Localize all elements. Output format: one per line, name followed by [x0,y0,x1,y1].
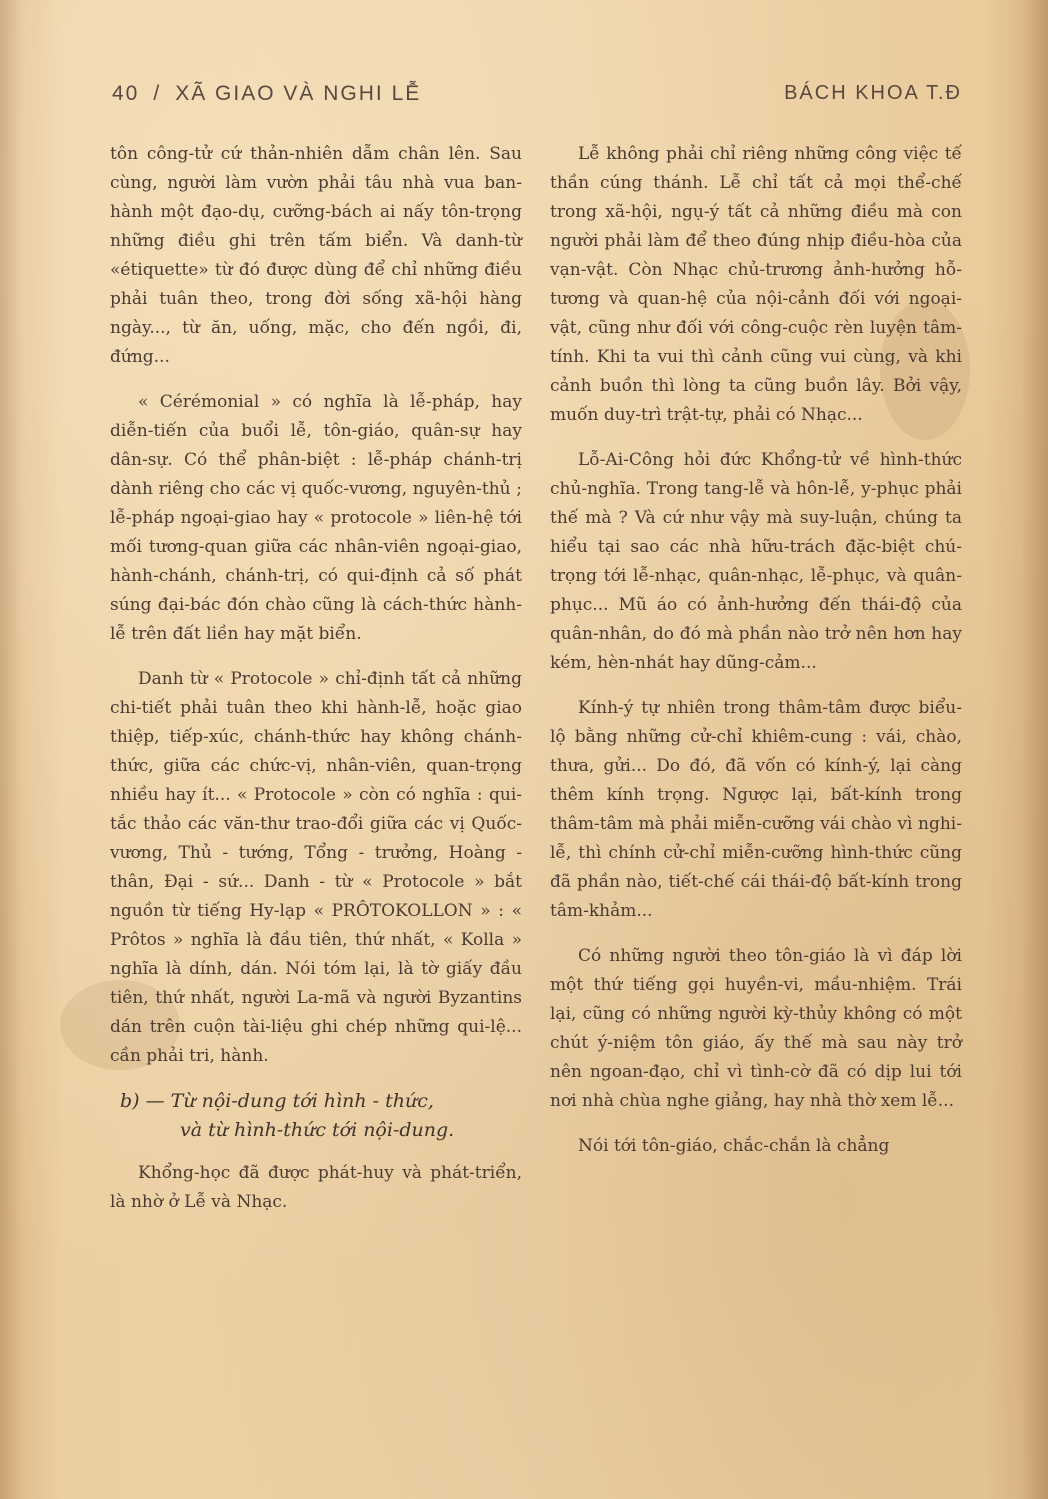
paragraph: Lỗ-Ai-Công hỏi đức Khổng-tử về hình-thức chủ-nghĩa. Trong tang-lễ và hôn-lễ, y-phục phải thế mà ? Và cứ như vậy mà suy-luận, chúng ta hiểu tại sao các nhà hữu-trách đặc-biệt chú-trọng tới lễ-nhạc, quân-nhạc, lễ-phục, và quân-phục... Mũ áo có ảnh-hưởng đến thái-độ của quân-nhân, do đó mà phần nào trở nên hơn hay kém, hèn-nhát hay dũng-cảm... [550,450,962,673]
section-title: XÃ GIAO VÀ NGHI LỄ [175,82,422,105]
header-separator: / [153,82,162,105]
paragraph: Danh từ « Protocole » chỉ-định tất cả những chi-tiết phải tuân theo khi hành-lễ, hoặc giao thiệp, tiếp-xúc, chánh-thức hay không chánh-thức, giữa các chức-vị, nhân-viên, quan-trọng nhiều hay ít... « Protocole » còn có nghĩa : qui-tắc thảo các văn-thư trao-đổi giữa các vị Quốc-vương, Thủ - tướng, Tổng - trưởng, Hoàng - thân, Đại - sứ... Danh - từ « Protocole » bắt nguồn từ tiếng Hy-lạp « PRÔTOKOLLON » : « Prôtos » nghĩa là đầu tiên, thứ nhất, « Kolla » nghĩa là dính, dán. Nói tóm lại, là tờ giấy đầu tiên, thứ nhất, người La-mã và người Byzantins dán trên cuộn tài-liệu ghi chép những qui-lệ... cần phải tri, hành. [110,669,522,1066]
paragraph: Lễ không phải chỉ riêng những công việc tế thần cúng thánh. Lễ chỉ tất cả mọi thể-chế trong xã-hội, ngụ-ý tất cả những điều mà con người phải làm để theo đúng nhịp điều-hòa của vạn-vật. Còn Nhạc chủ-trương ảnh-hưởng hỗ-tương và quan-hệ của nội-cảnh đối với ngoại-vật, cũng như đối với công-cuộc rèn luyện tâm-tính. Khi ta vui thì cảnh cũng vui cùng, và khi cảnh buồn thì lòng ta cũng buồn lây. Bởi vậy, muốn duy-trì trật-tự, phải có Nhạc... [550,144,962,425]
paragraph: Có những người theo tôn-giáo là vì đáp lời một thứ tiếng gọi huyền-vi, mầu-nhiệm. Trái lại, cũng có những người kỳ-thủy không có một chút ý-niệm tôn giáo, ấy thế mà sau này trở nên ngoan-đạo, chỉ vì tình-cờ đã có dịp lui tới nơi nhà chùa nghe giảng, hay nhà thờ xem lễ... [550,946,962,1111]
paragraph: tôn công-tử cứ thản-nhiên dẫm chân lên. Sau cùng, người làm vườn phải tâu nhà vua ban-hành một đạo-dụ, cưỡng-bách ai nấy tôn-trọng những điều ghi trên tấm biển. Và danh-từ «étiquette» từ đó được dùng để chỉ những điều phải tuân theo, trong đời sống xã-hội hàng ngày..., từ ăn, uống, mặc, cho đến ngồi, đi, đứng... [110,144,522,367]
subsection-heading-line: và từ hình-thức tới nội-dung. [180,1119,455,1141]
subsection-heading-line: b) — Từ nội-dung tới hình - thức, [120,1090,434,1112]
right-column [550,140,962,1177]
left-column [110,140,522,1233]
page-edge-shadow-right [1020,0,1048,1499]
paragraph: Nói tới tôn-giáo, chắc-chắn là chẳng [578,1136,890,1156]
running-header [112,82,962,112]
paragraph: Khổng-học đã được phát-huy và phát-triển, là nhờ ở Lễ và Nhạc. [110,1163,522,1212]
paragraph: Kính-ý tự nhiên trong thâm-tâm được biểu-lộ bằng những cử-chỉ khiêm-cung : vái, chào, thưa, gửi... Do đó, đã vốn có kính-ý, lại càng thêm kính trọng. Ngược lại, bất-kính trong thâm-tâm mà phải miễn-cưỡng vái chào vì nghi-lễ, thì chính cử-chỉ miễn-cưỡng hình-thức cũng đã phần nào, tiết-chế cái thái-độ bất-kính trong tâm-khảm... [550,698,962,921]
page-number: 40 [112,82,140,105]
publication-title: BÁCH KHOA T.Đ [784,82,962,104]
header-left [112,82,421,106]
subsection-heading [120,1087,522,1145]
page-edge-shadow-left [0,0,22,1499]
paragraph: « Cérémonial » có nghĩa là lễ-pháp, hay diễn-tiến của buổi lễ, tôn-giáo, quân-sự hay dân-sự. Có thể phân-biệt : lễ-pháp chánh-trị dành riêng cho các vị quốc-vương, nguyên-thủ ; lễ-pháp ngoại-giao hay « protocole » liên-hệ tới mối tương-quan giữa các nhân-viên ngoại-giao, hành-chánh, chánh-trị, có qui-định cả số phát súng đại-bác đón chào cũng là cách-thức hành-lễ trên đất liền hay mặt biển. [110,392,522,644]
